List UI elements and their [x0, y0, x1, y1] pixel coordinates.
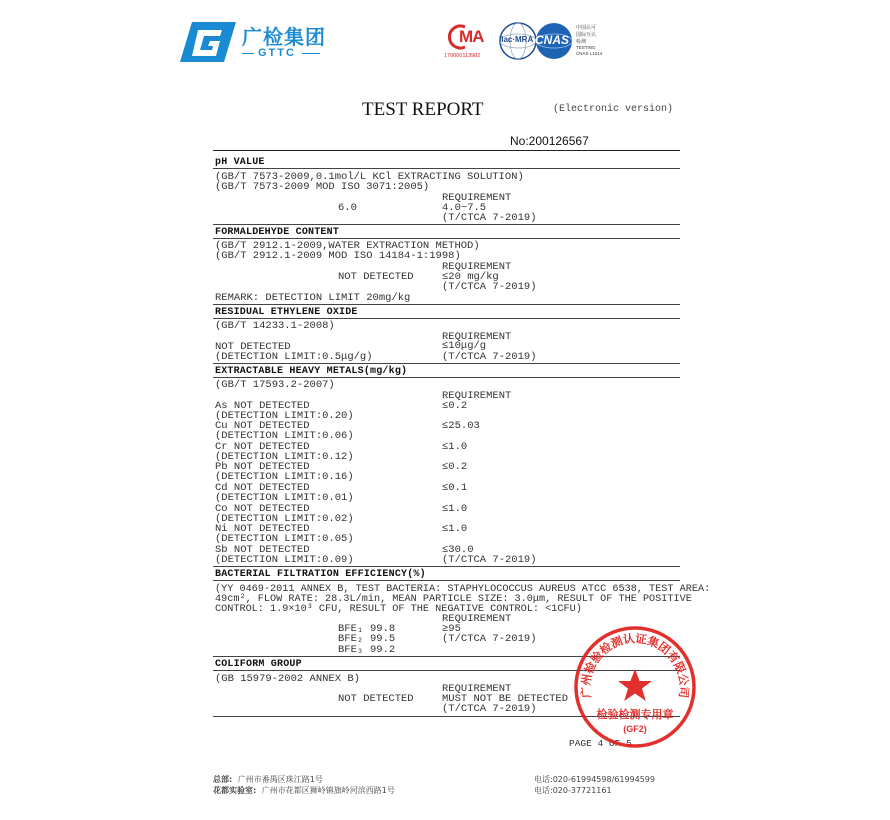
footer-lab-address: 广州市花都区狮岭镇旗岭河滨西路1号: [261, 786, 395, 795]
footer-hq-label: 总部:: [213, 775, 233, 784]
metal-limit: (DETECTION LIMIT:0.09): [215, 554, 354, 566]
ph-req-value: 4.0~7.5: [442, 202, 487, 214]
coliform-req-std: (T/CTCA 7-2019): [442, 703, 537, 715]
metal-limit: (DETECTION LIMIT:0.01): [215, 492, 354, 504]
metals-heading-rule: [213, 377, 680, 378]
metals-heading: EXTRACTABLE HEAVY METALS(mg/kg): [215, 366, 408, 377]
coliform-heading: COLIFORM GROUP: [215, 659, 302, 670]
cnas-testing: TESTING: [576, 45, 596, 50]
formaldehyde-result: NOT DETECTED: [338, 271, 414, 283]
ethylene-req-label: REQUIREMENT: [442, 331, 512, 343]
report-version: (Electronic version): [553, 104, 674, 115]
ethylene-result: NOT DETECTED: [215, 341, 291, 353]
ethylene-limit: (DETECTION LIMIT:0.5μg/g): [215, 351, 373, 363]
bfe-value: 99.2: [370, 644, 396, 656]
metal-req: ≤1.0: [442, 523, 468, 535]
brand-name-cn: 广检集团: [242, 25, 326, 49]
coliform-req-label: REQUIREMENT: [442, 683, 512, 695]
brand-abbrev: GTTC: [258, 47, 296, 59]
metals-end-rule: [213, 566, 680, 567]
seal-center-text: 检验检测专用章: [596, 708, 674, 721]
title-rule: [213, 150, 680, 151]
metal-name: Pb NOT DETECTED: [215, 461, 310, 473]
cnas-cn-3: 检测: [576, 39, 587, 45]
ph-req-label: REQUIREMENT: [442, 192, 512, 204]
metal-req: ≤0.2: [442, 400, 468, 412]
bfe-heading: BACTERIAL FILTRATION EFFICIENCY(%): [215, 569, 426, 580]
seal-ring-text: 广州检验检测认证集团有限公司: [578, 631, 692, 699]
cnas-cn-1: 中国认可: [576, 25, 597, 31]
metal-name: Cr NOT DETECTED: [215, 441, 310, 453]
formaldehyde-method-2: (GB/T 2912.1-2009 MOD ISO 14184-1:1998): [215, 250, 461, 262]
metal-name: As NOT DETECTED: [215, 400, 310, 412]
coliform-req-value: MUST NOT BE DETECTED: [442, 693, 569, 705]
metal-name: Cu NOT DETECTED: [215, 420, 310, 432]
ilac-text: ilac·MRA: [499, 35, 534, 44]
bfe-label: BFE₁: [338, 623, 364, 635]
footer-hq-address: 广州市番禺区珠江路1号: [237, 775, 323, 784]
formaldehyde-method-1: (GB/T 2912.1-2009,WATER EXTRACTION METHOD): [215, 240, 480, 252]
metals-req-label: REQUIREMENT: [442, 390, 512, 402]
bfe-label: BFE₂: [338, 633, 364, 645]
bfe-method-1: (YY 0469-2011 ANNEX B, TEST BACTERIA: STAPHYLOCOCCUS AUREUS ATCC 6538, TEST AREA:: [215, 584, 711, 595]
bfe-heading-rule: [213, 580, 680, 581]
bfe-label: BFE₃: [338, 644, 364, 656]
footer-lab-tel: 电话:020-37721161: [534, 786, 612, 795]
metal-limit: (DETECTION LIMIT:0.16): [215, 471, 354, 483]
footer-lab-label: 花都实验室:: [213, 786, 257, 795]
metal-req: ≤0.1: [442, 482, 468, 494]
metal-limit: (DETECTION LIMIT:0.20): [215, 410, 354, 422]
formaldehyde-end-rule: [213, 304, 680, 305]
page-number: PAGE 4 OF 5: [569, 738, 632, 749]
official-seal: [573, 625, 697, 749]
ph-result: 6.0: [338, 202, 357, 214]
formaldehyde-remark: REMARK: DETECTION LIMIT 20mg/kg: [215, 292, 411, 304]
bfe-value: 99.8: [370, 623, 396, 635]
formaldehyde-heading: FORMALDEHYDE CONTENT: [215, 227, 340, 238]
bfe-value: 99.5: [370, 633, 396, 645]
metal-limit: (DETECTION LIMIT:0.06): [215, 430, 354, 442]
bfe-req-std: (T/CTCA 7-2019): [442, 633, 537, 645]
seal-code: (GF2): [623, 724, 647, 734]
cma-text: MA: [459, 27, 484, 46]
metal-req: ≤0.2: [442, 461, 468, 473]
ethylene-heading: RESIDUAL ETHYLENE OXIDE: [215, 307, 358, 318]
ethylene-method-1: (GB/T 14233.1-2008): [215, 320, 335, 332]
formaldehyde-req-value: ≤20 mg/kg: [442, 271, 499, 283]
ph-method-1: (GB/T 7573-2009,0.1mol/L KCl EXTRACTING SOLUTION): [215, 171, 524, 183]
footer-hq-tel: 电话:020-61994598/61994599: [534, 775, 655, 784]
ethylene-req-value: ≤10μg/g: [442, 340, 487, 352]
metal-req: ≤30.0: [442, 544, 474, 556]
footer-lab: [213, 785, 395, 796]
metal-limit: (DETECTION LIMIT:0.02): [215, 513, 354, 525]
metals-req-std: (T/CTCA 7-2019): [442, 554, 537, 566]
formaldehyde-heading-rule: [213, 238, 680, 239]
gttc-emblem-icon: [180, 22, 236, 62]
metal-req: ≤1.0: [442, 441, 468, 453]
ilac-mra-mark: [498, 21, 538, 61]
report-number: No:200126567: [510, 134, 589, 148]
metal-name: Ni NOT DETECTED: [215, 523, 310, 535]
coliform-method-1: (GB 15979-2002 ANNEX B): [215, 673, 360, 685]
cnas-number: CNAS L1014: [576, 51, 603, 56]
formaldehyde-req-std: (T/CTCA 7-2019): [442, 281, 537, 293]
cma-number: 170000113982: [444, 53, 481, 59]
metal-name: Sb NOT DETECTED: [215, 544, 310, 556]
report-title: TEST REPORT: [362, 99, 484, 120]
ethylene-req-std: (T/CTCA 7-2019): [442, 351, 537, 363]
ph-req-std: (T/CTCA 7-2019): [442, 212, 537, 224]
bfe-method-3: CONTROL: 1.9×10³ CFU, RESULT OF THE NEGATIVE CONTROL: <1CFU): [215, 604, 582, 615]
ph-heading: pH VALUE: [215, 157, 265, 168]
coliform-result: NOT DETECTED: [338, 693, 414, 705]
cnas-cn-2: 国际互认: [576, 32, 597, 38]
metal-req: ≤1.0: [442, 503, 468, 515]
metal-req: ≤25.03: [442, 420, 480, 432]
metal-limit: (DETECTION LIMIT:0.05): [215, 533, 354, 545]
bfe-req-label: REQUIREMENT: [442, 613, 512, 625]
cnas-mark: [534, 21, 614, 63]
metal-name: Co NOT DETECTED: [215, 503, 310, 515]
ph-method-2: (GB/T 7573-2009 MOD ISO 3071:2005): [215, 181, 430, 193]
formaldehyde-req-label: REQUIREMENT: [442, 261, 512, 273]
metals-method-1: (GB/T 17593.2-2007): [215, 379, 335, 391]
seal-star-icon: [618, 669, 652, 701]
gttc-logo: [180, 20, 340, 64]
ph-end-rule: [213, 224, 680, 225]
ethylene-heading-rule: [213, 318, 680, 319]
metal-limit: (DETECTION LIMIT:0.12): [215, 451, 354, 463]
bfe-req-value: ≥95: [442, 623, 461, 635]
ph-heading-rule: [213, 168, 680, 169]
cnas-text: CNAS: [535, 33, 570, 47]
metal-name: Cd NOT DETECTED: [215, 482, 310, 494]
ethylene-end-rule: [213, 363, 680, 364]
footer-hq: [213, 774, 323, 785]
seal-icon: [573, 625, 697, 749]
cma-mark: [443, 24, 493, 64]
bfe-method-2: 49cm², FLOW RATE: 28.3L/min, MEAN PARTICLE SIZE: 3.0μm, RESULT OF THE POSITIVE: [215, 594, 692, 605]
